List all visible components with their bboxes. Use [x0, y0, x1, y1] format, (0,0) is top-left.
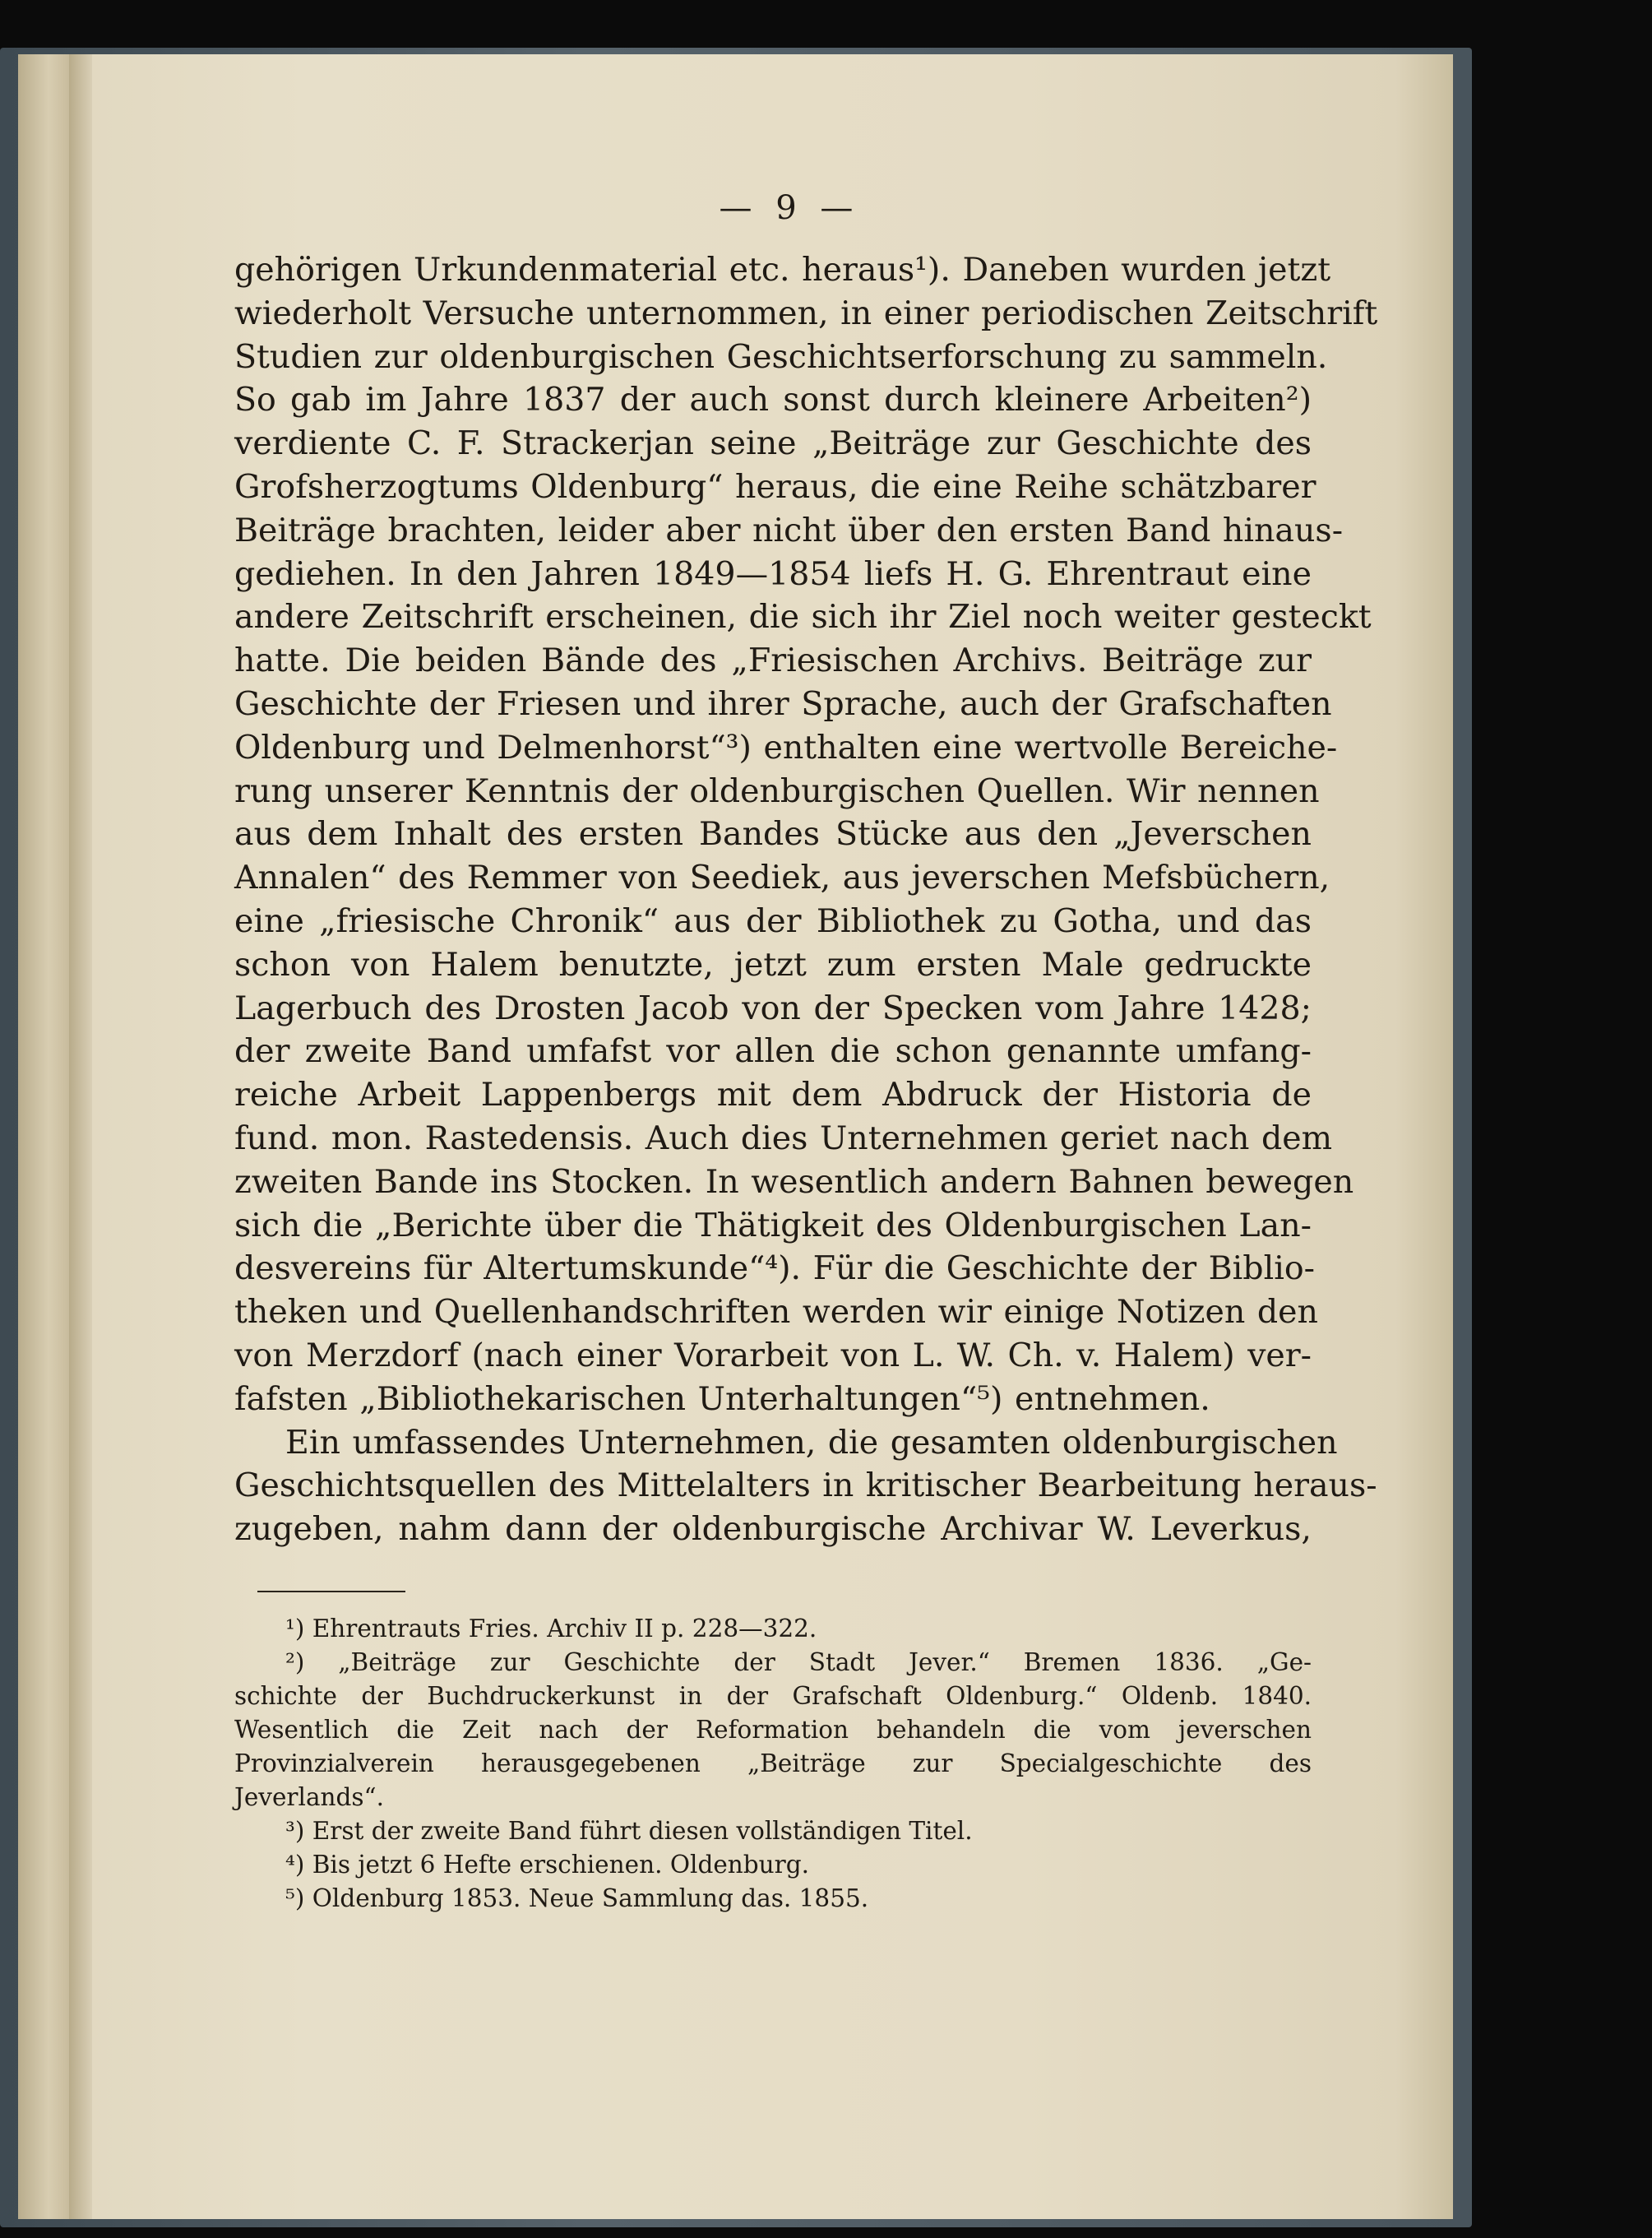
- body-line: So gab im Jahre 1837 der auch sonst durch kleinere Arbeiten²): [234, 381, 1312, 419]
- body-line: Geschichtsquellen des Mittelalters in kritischer Bearbeitung heraus-: [234, 1467, 1377, 1505]
- body-line: wiederholt Versuche unternommen, in einer periodischen Zeitschrift: [234, 294, 1378, 332]
- body-line: aus dem Inhalt des ersten Bandes Stücke aus den „Jeverschen: [234, 815, 1312, 854]
- body-line: schon von Halem benutzte, jetzt zum ersten Male gedruckte: [234, 945, 1312, 984]
- body-line: Beiträge brachten, leider aber nicht über den ersten Band hinaus-: [234, 511, 1344, 549]
- body-line: rung unserer Kenntnis der oldenburgischen Quellen. Wir nennen: [234, 771, 1320, 810]
- footnote-line: schichte der Buchdruckerkunst in der Grafschaft Oldenburg.“ Oldenb. 1840.: [234, 1681, 1312, 1710]
- footnotes: [234, 1612, 1312, 1916]
- body-line: verdiente C. F. Strackerjan seine „Beiträge zur Geschichte des: [234, 424, 1312, 463]
- footnote-rule: [257, 1591, 405, 1592]
- footnote-line: Wesentlich die Zeit nach der Reformation behandeln die vom jeverschen: [234, 1715, 1312, 1744]
- body-line: zugeben, nahm dann der oldenburgische Archivar W. Leverkus,: [234, 1510, 1312, 1549]
- footnote-line: ⁵) Oldenburg 1853. Neue Sammlung das. 1855.: [285, 1884, 869, 1912]
- body-line: gehörigen Urkundenmaterial etc. heraus¹). Daneben wurden jetzt: [234, 251, 1331, 289]
- body-line: reiche Arbeit Lappenbergs mit dem Abdruck der Historia de: [234, 1076, 1312, 1114]
- body-line: eine „friesische Chronik“ aus der Bibliothek zu Gotha, und das: [234, 901, 1312, 940]
- body-text: [234, 248, 1378, 1551]
- body-line: der zweite Band umfafst vor allen die schon genannte umfang-: [234, 1032, 1312, 1071]
- page-number: — 9 —: [719, 189, 860, 227]
- body-line: von Merzdorf (nach einer Vorarbeit von L. W. Ch. v. Halem) ver-: [234, 1336, 1312, 1374]
- facing-page-edge: [18, 54, 71, 2219]
- footnote-line: Provinzialverein herausgegebenen „Beiträge zur Specialgeschichte des: [234, 1749, 1312, 1777]
- body-line: desvereins für Altertumskunde“⁴). Für die Geschichte der Biblio-: [234, 1249, 1315, 1288]
- body-line: Geschichte der Friesen und ihrer Sprache, auch der Grafschaften: [234, 684, 1332, 723]
- footnote-line: ¹) Ehrentrauts Fries. Archiv II p. 228—322.: [285, 1614, 817, 1643]
- body-line: gediehen. In den Jahren 1849—1854 liefs H. G. Ehrentraut eine: [234, 554, 1312, 593]
- body-line: andere Zeitschrift erscheinen, die sich ihr Ziel noch weiter gesteckt: [234, 598, 1372, 637]
- footnote-line: ³) Erst der zweite Band führt diesen vollständigen Titel.: [285, 1816, 973, 1845]
- body-line: Oldenburg und Delmenhorst“³) enthalten eine wertvolle Bereiche-: [234, 728, 1338, 767]
- body-line: Lagerbuch des Drosten Jacob von der Specken vom Jahre 1428;: [234, 989, 1312, 1027]
- body-line: fund. mon. Rastedensis. Auch dies Unternehmen geriet nach dem: [234, 1119, 1333, 1157]
- footnote-line: ²) „Beiträge zur Geschichte der Stadt Jever.“ Bremen 1836. „Ge-: [285, 1647, 1312, 1676]
- body-line: Grofsherzogtums Oldenburg“ heraus, die eine Reihe schätzbarer: [234, 467, 1317, 506]
- body-line: theken und Quellenhandschriften werden wir einige Notizen den: [234, 1293, 1318, 1332]
- footnote-line: ⁴) Bis jetzt 6 Hefte erschienen. Oldenburg.: [285, 1850, 810, 1879]
- body-line: fafsten „Bibliothekarischen Unterhaltungen“⁵) entnehmen.: [234, 1379, 1210, 1418]
- body-line: Annalen“ des Remmer von Seediek, aus jeverschen Mefsbüchern,: [234, 859, 1330, 897]
- body-line: Studien zur oldenburgischen Geschichtserforschung zu sammeln.: [234, 337, 1328, 376]
- text-block: [234, 189, 1378, 1916]
- binding-gutter: [69, 54, 92, 2219]
- body-line: zweiten Bande ins Stocken. In wesentlich andern Bahnen bewegen: [234, 1162, 1354, 1201]
- body-line: hatte. Die beiden Bände des „Friesischen Archivs. Beiträge zur: [234, 642, 1312, 680]
- body-line: sich die „Berichte über die Thätigkeit des Oldenburgischen Lan-: [234, 1206, 1312, 1244]
- body-line: Ein umfassendes Unternehmen, die gesamten oldenburgischen: [285, 1423, 1338, 1462]
- footnote-line: Jeverlands“.: [234, 1782, 385, 1811]
